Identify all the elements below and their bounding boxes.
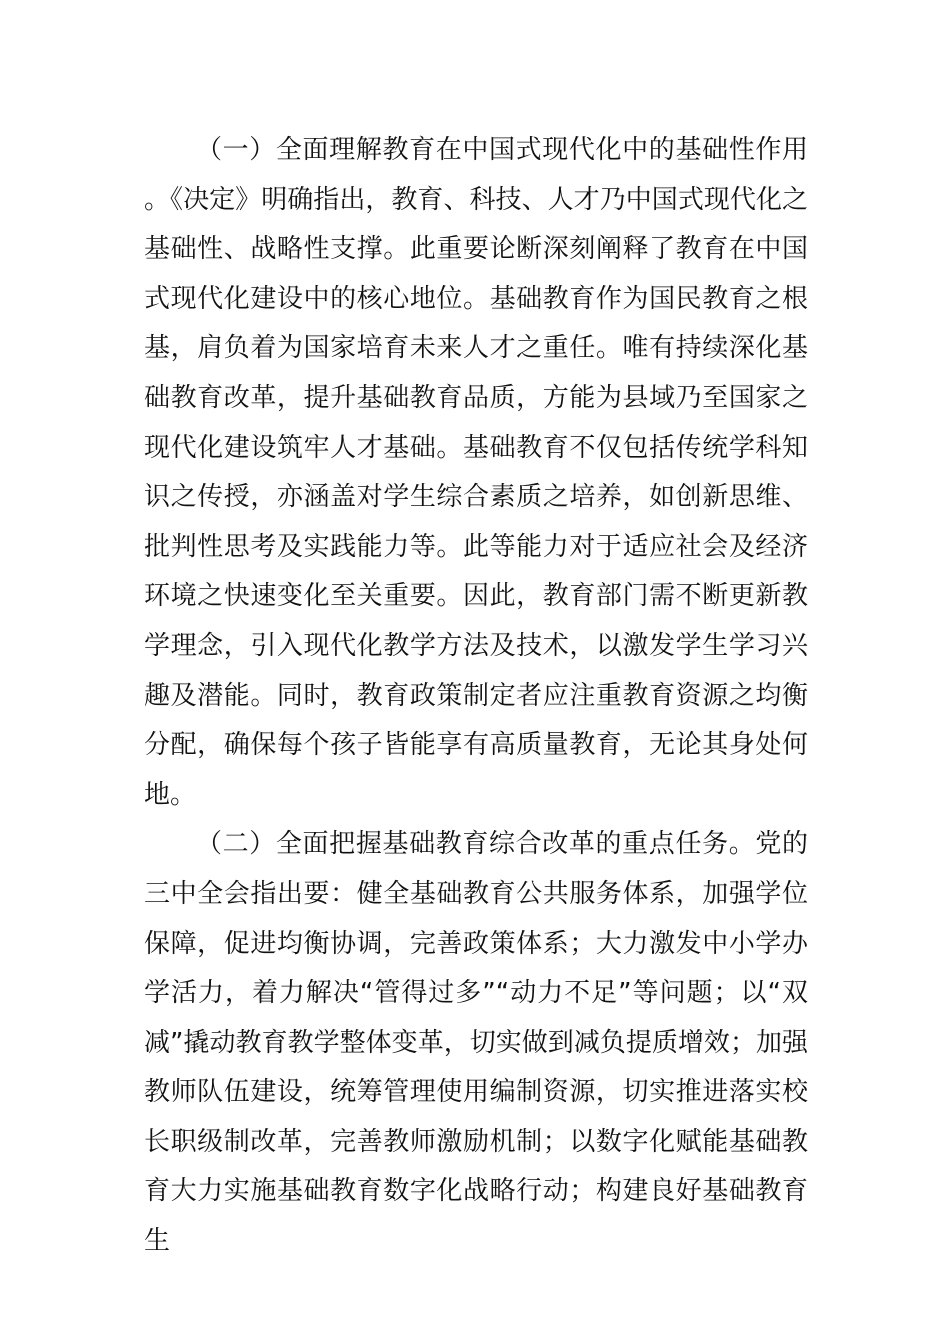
paragraph-fundamental-role: （一）全面理解教育在中国式现代化中的基础性作用。《决定》明确指出，教育、科技、人才乃中国式现代化之基础性、战略性支撑。此重要论断深刻阐释了教育在中国式现代化建设中的核心地位。基础教育作为国民教育之根基，肩负着为国家培育未来人才之重任。唯有持续深化基础教育改革，提升基础教育品质，方能为县域乃至国家之现代化建设筑牢人才基础。基础教育不仅包括传统学科知识之传授，亦涵盖对学生综合素质之培养，如创新思维、批判性思考及实践能力等。此等能力对于适应社会及经济环境之快速变化至关重要。因此，教育部门需不断更新教学理念，引入现代化教学方法及技术，以激发学生学习兴趣及潜能。同时，教育政策制定者应注重教育资源之均衡分配，确保每个孩子皆能享有高质量教育，无论其身处何地。 [144,135,808,810]
document-body [144,126,808,1267]
paragraph-key-reform-tasks: （二）全面把握基础教育综合改革的重点任务。党的三中全会指出要：健全基础教育公共服务体系，加强学位保障，促进均衡协调，完善政策体系；大力激发中小学办学活力，着力解决“管得过多”“动力不足”等问题；以“双减”撬动教育教学整体变革，切实做到减负提质增效；加强教师队伍建设，统筹管理使用编制资源，切实推进落实校长职级制改革，完善教师激励机制；以数字化赋能基础教育大力实施基础教育数字化战略行动；构建良好基础教育生 [144,829,808,1257]
